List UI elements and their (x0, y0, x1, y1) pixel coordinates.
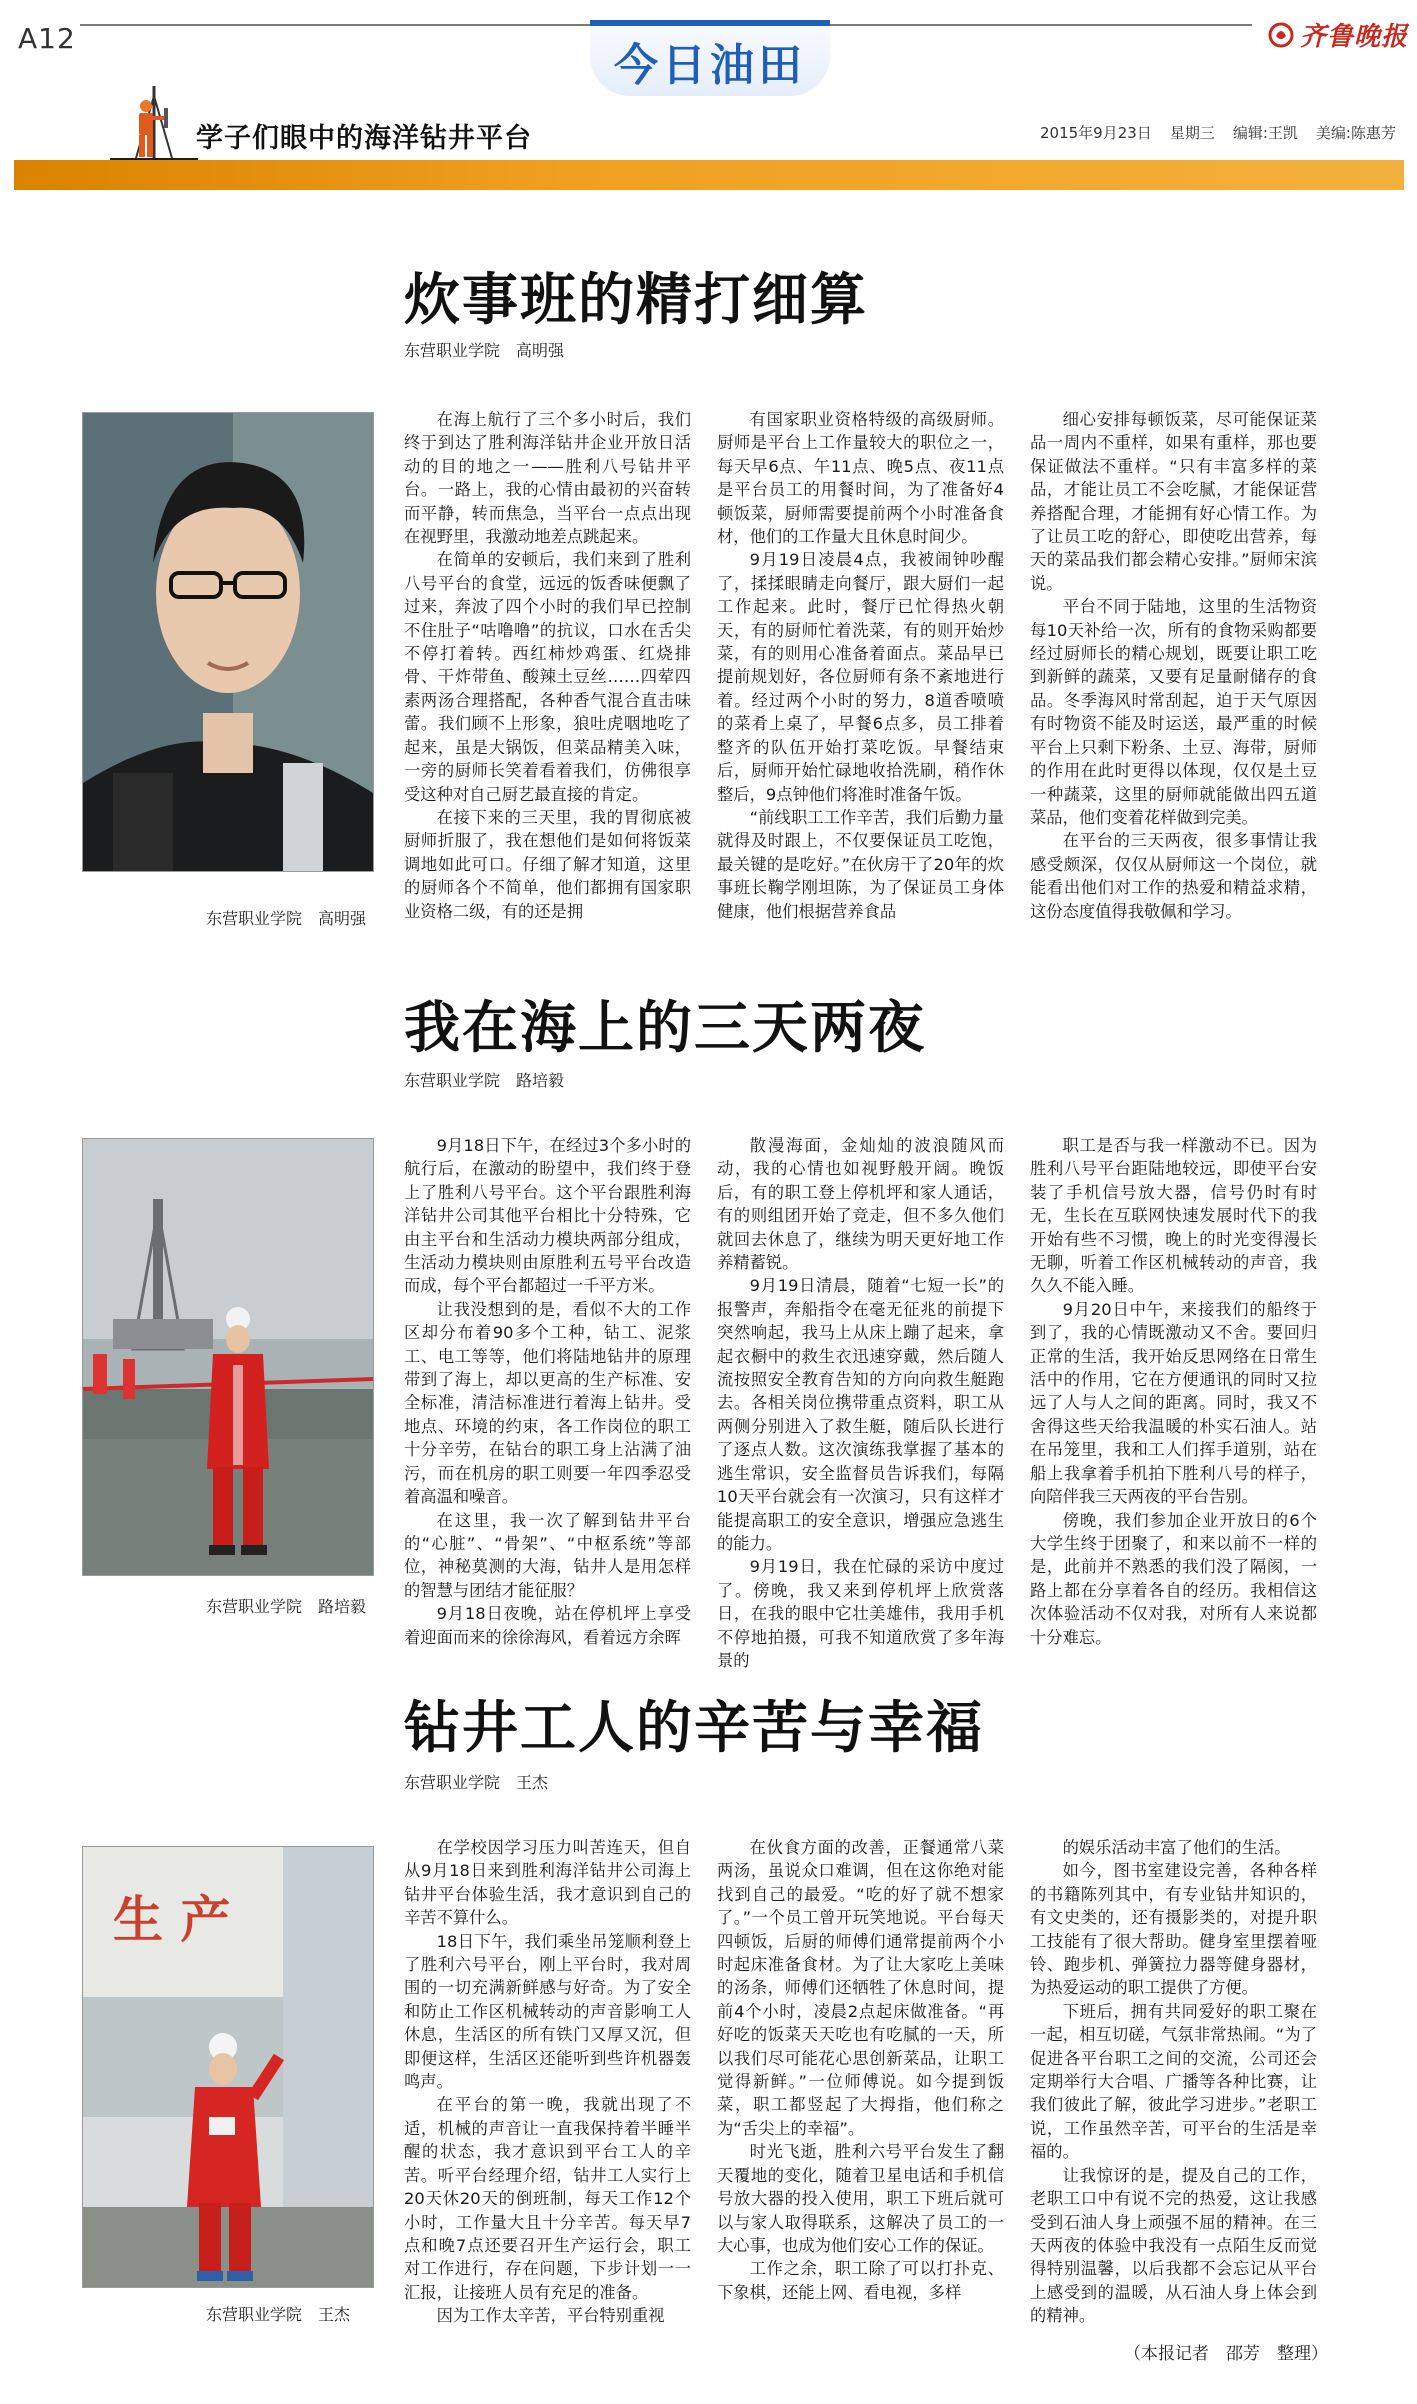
paragraph: 9月19日，我在忙碌的采访中度过了。傍晚，我又来到停机坪上欣赏落日，在我的眼中它壮美雄伟，我用手机不停地拍摄，可我不知道欣赏了多年海景的 (717, 1557, 1004, 1670)
photo-caption: 东营职业学院 高明强 (206, 909, 367, 928)
header-band (14, 160, 1404, 190)
student-on-platform-photo (82, 1138, 374, 1576)
paragraph: 让我惊讶的是，提及自己的工作，老职工口中有说不完的热爱，这让我感受到石油人身上顽强不屈的精神。在三天两夜的体验中我没有一点陌生反而觉得特别温馨，以后我都不会忘记从平台上感受到的温暖，从石油人身上体会到的精神。 (1030, 2165, 1317, 2326)
paragraph: 工作之余，职工除了可以打扑克、下象棋，还能上网、看电视，多样 (717, 2259, 1004, 2302)
paragraph: 如今，图书室建设完善，各种各样的书籍陈列其中，有专业钻井知识的，有文史类的，还有摄影类的，对提升职工技能有了很大帮助。健身室里摆着哑铃、跑步机、弹簧拉力器等健身器材，为热爱运动的职工提供了方便。 (1030, 1861, 1317, 1998)
section-tab (590, 20, 830, 96)
paper-name: 齐鲁晚报 (1300, 22, 1409, 52)
article-column-3 (1030, 1134, 1317, 1647)
paragraph: 9月19日凌晨4点，我被闹钟吵醒了，揉揉眼睛走向餐厅，跟大厨们一起工作起来。此时，餐厅已忙得热火朝天，有的厨师忙着洗菜，有的则开始炒菜，有的则用心准备着面点。菜品早已提前规划好，各位厨师有条不紊地进行着。经过两个小时的努力，8道香喷喷的菜肴上桌了，早餐6点多，员工排着整齐的队伍开始打菜吃饭。早餐结束后，厨师开始忙碌地收拾洗刷，稍作休整后，9点钟他们将准时准备午饭。 (717, 550, 1004, 804)
paragraph: 9月19日清晨，随着“七短一长”的报警声，奔船指令在毫无征兆的前提下突然响起，我马上从床上蹦了起来，拿起衣橱中的救生衣迅速穿戴，然后随人流按照安全教育告知的方向向救生艇跑去。各相关岗位携带重点资料，职工从两侧分别进入了救生艇，随后队长进行了逐点人数。这次演练我掌握了基本的逃生常识，安全监督员告诉我们，每隔10天平台就会有一次演习，只有这样才能提高职工的安全意识，增强应急逃生的能力。 (717, 1276, 1004, 1553)
page-number: A12 (18, 22, 76, 55)
section-title: 今日油田 (614, 40, 806, 91)
paragraph: 有国家职业资格特级的高级厨师。厨师是平台上工作量较大的职位之一，每天早6点、午11点、晚5点、夜11点是平台员工的用餐时间，为了准备好4顿饭菜，厨师需要提前两个小时准备食材，他们的工作量大且休息时间少。 (717, 410, 1004, 547)
page-theme-title: 学子们眼中的海洋钻井平台 (196, 123, 532, 154)
photo-caption: 东营职业学院 路培毅 (206, 1597, 367, 1616)
paragraph: 平台不同于陆地，这里的生活物资每10天补给一次，所有的食物采购都要经过厨师长的精心规划，既要让职工吃到新鲜的蔬菜，又要有足量耐储存的食品。冬季海风时常刮起，迫于天气原因有时物资不能及时运送，最严重的时候平台上只剩下粉条、土豆、海带，厨师的作用在此时更得以体现，仅仅是土豆一种蔬菜，这里的厨师就能做出四五道菜品，他们变着花样做到完美。 (1030, 597, 1317, 827)
article-column-3 (1030, 1836, 1317, 2330)
paragraph: 在简单的安顿后，我们来到了胜利八号平台的食堂，远远的饭香味便飘了过来，奔波了四个小时的我们早已控制不住肚子“咕噜噜”的抗议，口水在舌尖不停打着转。西红柿炒鸡蛋、红烧排骨、干炸带鱼、酸辣土豆丝……四荤四素两汤合理搭配，各种香气混合直击味蕾。我们顾不上形象，狼吐虎咽地吃了起来，虽是大锅饭，但菜品精美入味，一旁的厨师长笑着看着我们，仿佛很享受这种对自己厨艺最直接的肯定。 (404, 550, 691, 804)
article-title: 钻井工人的辛苦与幸福 (404, 1696, 984, 1761)
reporter-credit: （本报记者 邵芳 整理） (1124, 2344, 1328, 2364)
deck-illustration (83, 1847, 373, 2287)
paragraph: 在平台的第一晚，我就出现了不适，机械的声音让一直我保持着半睡半醒的状态，我才意识到平台工人的辛苦。听平台经理介绍，钻井工人实行上20天休20天的倒班制，每天工作12个小时，工作量大且十分辛苦。每天早7点和晚7点还要召开生产运行会，职工对工作进行，存在问题，下步计划一一汇报，让接班人员有充足的准备。 (404, 2095, 691, 2302)
article-column-3 (1030, 408, 1317, 928)
portrait-illustration (83, 413, 373, 871)
article-byline: 东营职业学院 王杰 (404, 1773, 549, 1792)
article-title: 我在海上的三天两夜 (404, 996, 926, 1061)
paragraph: 在这里，我一次了解到钻井平台的“心脏”、“骨架”、“中枢系统”等部位，神秘莫测的大海，钻井人是用怎样的智慧与团结才能征服？ (404, 1510, 691, 1600)
paragraph: 在接下来的三天里，我的胃彻底被厨师折服了，我在想他们是如何将饭菜调地如此可口。仔细了解才知道，这里的厨师各个不简单，他们都拥有国家职业资格二级，有的还是拥 (404, 807, 691, 921)
paragraph: 9月18日夜晚，站在停机坪上享受着迎面而来的徐徐海风，看着远方余晖 (404, 1604, 691, 1647)
paragraph: 9月20日中午，来接我们的船终于到了，我的心情既激动又不舍。要回归正常的生活，我开始反思网络在日常生活中的作用，它在方便通讯的同时又拉远了人与人之间的距离。同时，我又不舍得这些天给我温暖的朴实石油人。站在吊笼里，我和工人们挥手道别，站在船上我拿着手机拍下胜利八号的样子，向陪伴我三天两夜的平台告别。 (1030, 1299, 1317, 1507)
paragraph: 下班后，拥有共同爱好的职工聚在一起，相互切磋，气氛非常热闹。“为了促进各平台职工之间的交流，公司还会定期举行大合唱、广播等各种比赛，让我们彼此了解，彼此学习进步。”老职工说，工作虽然辛苦，可平台的生活是幸福的。 (1030, 2001, 1317, 2162)
paragraph: 让我没想到的是，看似不大的工作区却分布着90多个工种，钻工、泥浆工、电工等等，他们将陆地钻井的原理带到了海上，却以更高的生产标准、安全标准，清洁标准进行着海上钻井。受地点、环境的约束，各工作岗位的职工十分辛劳，在钻台的职工身上沾满了油污，而在机房的职工则要一年四季忍受着高温和噪音。 (404, 1299, 691, 1507)
masthead-rule-left (80, 24, 590, 26)
paragraph: 职工是否与我一样激动不已。因为胜利八号平台距陆地较远，即使平台安装了手机信号放大器，信号仍时有时无，生长在互联网快速发展时代下的我开始有些不习惯，晚上的时光变得漫长无聊，听着工作区机械转动的声音，我久久不能入睡。 (1030, 1136, 1317, 1296)
paragraph: 细心安排每顿饭菜，尽可能保证菜品一周内不重样，如果有重样，那也要保证做法不重样。“只有丰富多样的菜品，才能让员工不会吃腻，才能保证营养搭配合理，才能拥有好心情工作。为了让员工吃的舒心，即使吃出营养，每天的菜品我们都会精心安排。”厨师宋滨说。 (1030, 410, 1317, 593)
student-portrait-photo (82, 412, 374, 872)
article-byline: 东营职业学院 路培毅 (404, 1071, 565, 1090)
editor-credit: 编辑:王凯 (1232, 124, 1298, 142)
paragraph: 傍晚，我们参加企业开放日的6个大学生终于团聚了，和来以前不一样的是，此前并不熟悉的我们没了隔阂，一路上都在分享着各自的经历。我相信这次体验活动不仅对我，对所有人来说都十分难忘。 (1030, 1510, 1317, 1647)
paragraph: 的娱乐活动丰富了他们的生活。 (1062, 1838, 1291, 1857)
article-title: 炊事班的精打细算 (404, 268, 868, 333)
paragraph: 9月18日下午，在经过3个多小时的航行后，在激动的盼望中，我们终于登上了胜利八号平台。这个平台跟胜利海洋钻井公司其他平台相比十分特殊，它由主平台和生活动力模块两部分组成，生活动力模块则由原胜利五号平台改造而成，每个平台都超过一千平方米。 (404, 1136, 691, 1296)
student-on-deck-photo (82, 1846, 374, 2288)
paragraph: 因为工作太辛苦，平台特别重视 (436, 2306, 665, 2326)
article-byline: 东营职业学院 高明强 (404, 341, 565, 360)
article-column-1 (404, 408, 691, 928)
article-column-2 (717, 1134, 1004, 1670)
article-column-2 (717, 408, 1004, 928)
paragraph: “前线职工工作辛苦，我们后勤力量就得及时跟上，不仅要保证员工吃饱，最关键的是吃好。”在伙房干了20年的炊事班长鞠学刚坦陈，为了保证员工身体健康，他们根据营养食品 (717, 807, 1004, 921)
paragraph: 在伙食方面的改善，正餐通常八菜两汤，虽说众口难调，但在这你绝对能找到自己的最爱。“吃的好了就不想家了。”一个员工曾开玩笑地说。平台每天四顿饭，后厨的师傅们通常提前两个小时起床准备食材。为了让大家吃上美味的汤条，师傅们还牺牲了休息时间，提前4个小时，凌晨2点起床做准备。“再好吃的饭菜天天吃也有吃腻的一天，所以我们尽可能花心思创新菜品，让职工觉得新鲜。”一位师傅说。如今提到饭菜，职工都竖起了大拇指，他们称之为“舌尖上的幸福”。 (717, 1838, 1004, 2138)
paper-logo-icon (1268, 22, 1294, 48)
paragraph: 在平台的三天两夜，很多事情让我感受颇深，仅仅从厨师这一个岗位，就能看出他们对工作的热爱和精益求精，这份态度值得我敬佩和学习。 (1030, 831, 1317, 921)
issue-meta (1040, 122, 1396, 143)
photo-caption: 东营职业学院 王杰 (206, 2305, 351, 2324)
masthead-rule-right (830, 24, 1252, 26)
article-column-1 (404, 1836, 691, 2330)
paper-logo (1268, 16, 1408, 53)
paragraph: 时光飞逝，胜利六号平台发生了翻天覆地的变化，随着卫星电话和手机信号放大器的投入使用，职工下班后就可以与家人取得联系，这解决了员工的一大心事，也成为他们安心工作的保证。 (717, 2142, 1004, 2255)
issue-date: 2015年9月23日 (1040, 124, 1152, 142)
paragraph: 18日下午，我们乘坐吊笼顺利登上了胜利六号平台，刚上平台时，我对周围的一切充满新鲜感与好奇。为了安全和防止工作区机械转动的声音影响工人休息，生活区的所有铁门又厚又沉，但即便这样，生活区还能听到些许机器轰鸣声。 (404, 1931, 691, 2092)
article-column-2 (717, 1836, 1004, 2330)
paragraph: 在学校因学习压力叫苦连天，但自从9月18日来到胜利海洋钻井公司海上钻井平台体验生活，我才意识到自己的辛苦不算什么。 (404, 1838, 691, 1928)
paragraph: 在海上航行了三个多小时后，我们终于到达了胜利海洋钻井企业开放日活动的目的地之一——胜利八号钻井平台。一路上，我的心情由最初的兴奋转而平静，转而焦急，当平台一点点出现在视野里，我激动地差点跳起来。 (404, 410, 691, 547)
svg-text:生 产: 生 产 (113, 1891, 231, 1949)
designer-credit: 美编:陈惠芳 (1315, 124, 1396, 142)
article-column-1 (404, 1134, 691, 1647)
paragraph: 散漫海面，金灿灿的波浪随风而动，我的心情也如视野般开阔。晚饭后，有的职工登上停机坪和家人通话，有的则组团开始了竞走，但不多久他们就回去休息了，继续为明天更好地工作养精蓄锐。 (717, 1136, 1004, 1273)
issue-weekday: 星期三 (1169, 124, 1215, 142)
platform-illustration (83, 1139, 373, 1575)
